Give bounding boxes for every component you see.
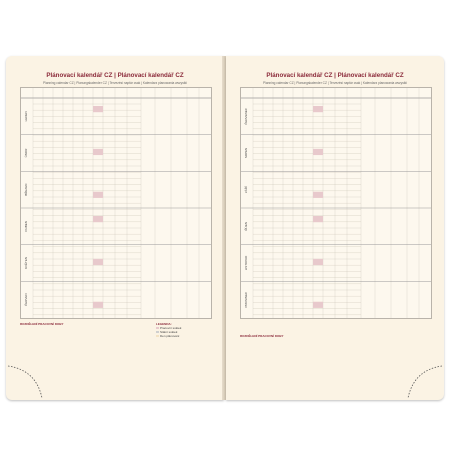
legend-swatch-1: [156, 327, 159, 330]
right-grid-svg: [241, 88, 431, 318]
month-label: LEDEN: [24, 111, 28, 122]
legend-item-1: Pracovní svátek: [160, 326, 182, 330]
highlighted-day-cell: [93, 106, 103, 112]
highlighted-day-cell: [313, 106, 323, 112]
month-label: KVĚTEN: [24, 256, 28, 270]
highlighted-day-cell: [313, 259, 323, 265]
highlighted-day-cell: [313, 192, 323, 198]
month-label: SRPEN: [244, 147, 248, 159]
right-notes-title: ROZDĚLENÍ PRACOVNÍ DOBY: [240, 334, 284, 338]
month-label: DUBEN: [24, 221, 28, 232]
highlighted-day-cell: [93, 216, 103, 222]
highlighted-day-cell: [313, 302, 323, 308]
highlighted-day-cell: [93, 192, 103, 198]
month-label: LISTOPAD: [244, 255, 248, 271]
highlighted-day-cell: [313, 216, 323, 222]
highlighted-day-cell: [313, 149, 323, 155]
legend-swatch-2: [156, 331, 159, 334]
left-page-subtitle: Planning calendar CZ | Planungskalender CZ | Tervezési naptár csak | Kalendarz planowania wszystki: [43, 81, 187, 85]
left-corner-decoration: [6, 360, 46, 400]
legend-item-2: Státní svátek: [160, 330, 178, 334]
left-legend: [156, 322, 216, 338]
right-page-subtitle: Planning calendar CZ | Planungskalender CZ | Tervezési naptár csak | Kalendarz planowania wszystki: [263, 81, 407, 85]
month-label: ČERVEN: [24, 293, 28, 306]
left-grid-svg: [21, 88, 211, 318]
right-corner-decoration: [404, 360, 444, 400]
month-label: ZÁŘÍ: [244, 186, 248, 194]
left-calendar-grid: [20, 87, 212, 319]
month-label: ÚNOR: [24, 148, 28, 158]
left-notes: [20, 322, 130, 326]
month-label: PROSINEC: [244, 291, 248, 308]
left-page: [6, 56, 224, 400]
right-notes: [240, 334, 390, 338]
legend-item-3: Den plánování: [160, 334, 180, 338]
right-page-title: Plánovací kalendář CZ | Plánovací kalendář CZ: [266, 72, 404, 79]
left-page-title: Plánovací kalendář CZ | Plánovací kalendář CZ: [46, 72, 184, 79]
right-page: [226, 56, 444, 400]
open-planner-book: [0, 56, 450, 404]
month-label: BŘEZEN: [24, 183, 28, 196]
legend-title: LEGENDA:: [156, 322, 172, 326]
legend-swatch-3: [156, 335, 159, 338]
month-label: ČERVENEC: [244, 108, 248, 125]
highlighted-day-cell: [93, 259, 103, 265]
highlighted-day-cell: [93, 149, 103, 155]
highlighted-day-cell: [93, 302, 103, 308]
month-label: ŘÍJEN: [244, 221, 248, 231]
left-notes-title: ROZDĚLENÍ PRACOVNÍ DOBY: [20, 322, 64, 326]
right-calendar-grid: [240, 87, 432, 319]
